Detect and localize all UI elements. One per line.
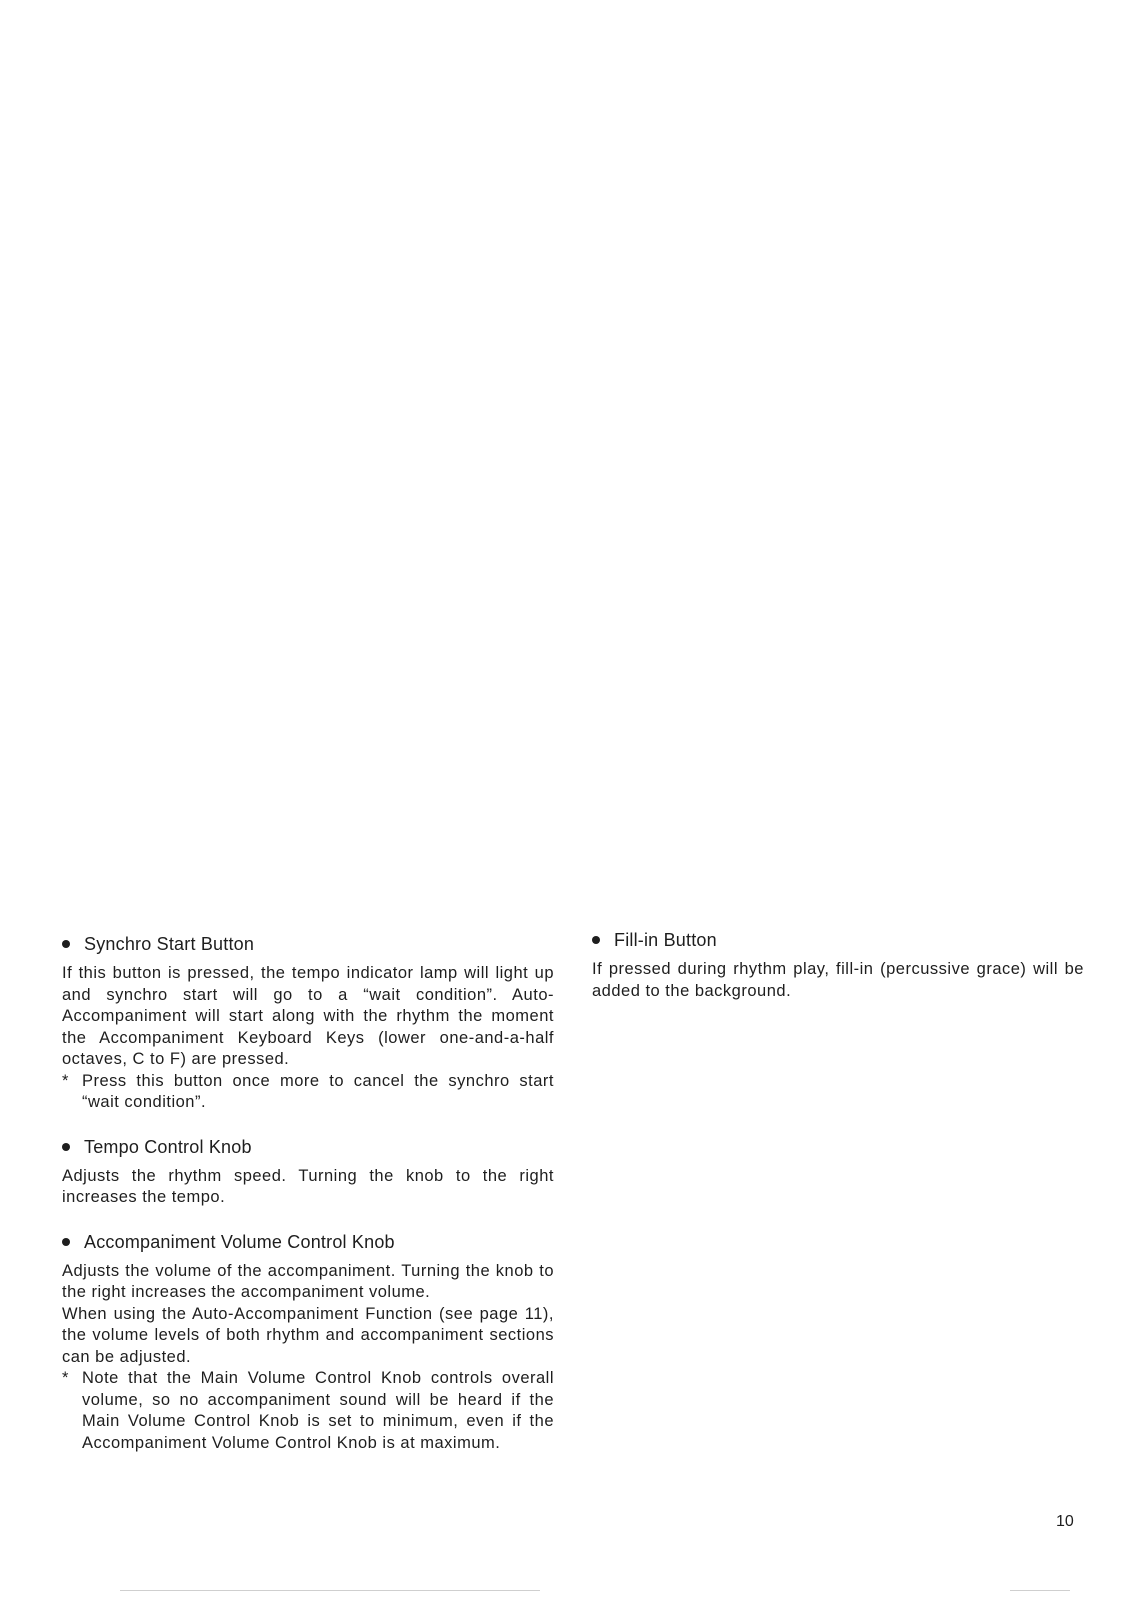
- accompaniment-volume-note: [62, 1368, 554, 1454]
- bullet-icon: [62, 1238, 70, 1246]
- asterisk-mark: *: [62, 1071, 69, 1090]
- scan-edge-line: [1010, 1590, 1070, 1591]
- fill-in-description: If pressed during rhythm play, fill-in (percussive grace) will be added to the background.: [592, 960, 1084, 1000]
- page-number: 10: [1056, 1513, 1074, 1530]
- bullet-icon: [62, 1143, 70, 1151]
- synchro-start-note-text: Press this button once more to cancel the synchro start “wait condition”.: [82, 1071, 554, 1111]
- asterisk-mark: *: [62, 1369, 69, 1387]
- accompaniment-volume-description: Adjusts the volume of the accompaniment. Turning the knob to the right increases the accompaniment volume.: [62, 1261, 554, 1301]
- accompaniment-volume-heading: [62, 1230, 554, 1254]
- accompaniment-volume-note-text: Note that the Main Volume Control Knob controls overall volume, so no accompaniment sound will be heard if the Main Volume Control Knob is set to minimum, even if the Accompaniment Volume Control Knob is at maximum.: [82, 1369, 554, 1452]
- fill-in-title: Fill-in Button: [614, 930, 717, 950]
- synchro-start-heading: [62, 932, 554, 956]
- bullet-icon: [592, 936, 600, 944]
- accompaniment-volume-section: [62, 1230, 554, 1455]
- fill-in-section: [592, 928, 1084, 1002]
- fill-in-heading: [592, 928, 1084, 952]
- synchro-start-description: If this button is pressed, the tempo indicator lamp will light up and synchro start will go to a “wait condition”. Auto-Accompaniment will start along with the rhythm the moment the Accompaniment Keyboard Keys (lower one-and-a-half octaves, C to F) are pressed.: [62, 964, 554, 1068]
- synchro-start-section: [62, 932, 554, 1114]
- tempo-control-section: [62, 1135, 554, 1209]
- tempo-control-title: Tempo Control Knob: [84, 1136, 252, 1157]
- accompaniment-volume-title: Accompaniment Volume Control Knob: [84, 1231, 395, 1252]
- accompaniment-volume-auto-note: When using the Auto-Accompaniment Function (see page 11), the volume levels of both rhythm and accompaniment sections can be adjusted.: [62, 1304, 554, 1366]
- synchro-start-title: Synchro Start Button: [84, 934, 255, 954]
- tempo-control-heading: [62, 1135, 554, 1159]
- scan-edge-line: [120, 1590, 540, 1591]
- left-column: [62, 932, 554, 1475]
- right-column: [592, 928, 1084, 1023]
- tempo-control-description: Adjusts the rhythm speed. Turning the knob to the right increases the tempo.: [62, 1166, 554, 1206]
- bullet-icon: [62, 940, 70, 948]
- synchro-start-note: [62, 1071, 554, 1114]
